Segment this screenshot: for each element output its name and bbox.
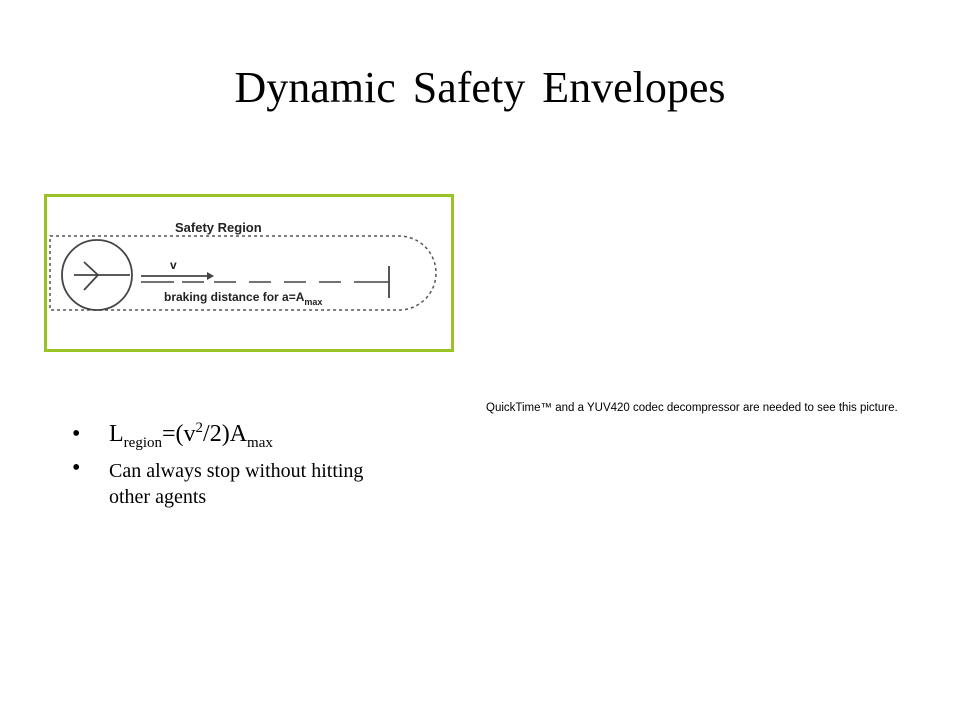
slide-title: Dynamic Safety Envelopes <box>234 63 726 112</box>
bullet-list <box>72 418 372 510</box>
formula-eq-open: =(v <box>162 421 196 447</box>
bullet-dot: • <box>72 421 81 447</box>
formula-square: 2 <box>195 420 204 436</box>
bullet-dot: • <box>72 455 81 481</box>
bullet-formula <box>72 418 372 450</box>
bullet-can-always-stop <box>72 455 372 510</box>
braking-distance-label: braking distance for $a=A_{max}$ <box>164 290 323 307</box>
quicktime-notice: QuickTime™ and a YUV420 codec decompressor are needed to see this picture. <box>486 402 898 414</box>
formula-l: L <box>109 421 124 447</box>
formula-max-sub: max <box>247 434 273 451</box>
safety-region-label: Safety Region <box>175 220 262 235</box>
formula-region-sub: region <box>123 434 162 451</box>
velocity-label: v <box>170 258 177 272</box>
safety-envelope-diagram <box>44 194 454 352</box>
diagram-frame <box>46 196 453 351</box>
formula-eq-close: /2)A <box>203 421 248 447</box>
bullet-text: Can always stop without hitting other agents <box>109 460 364 508</box>
